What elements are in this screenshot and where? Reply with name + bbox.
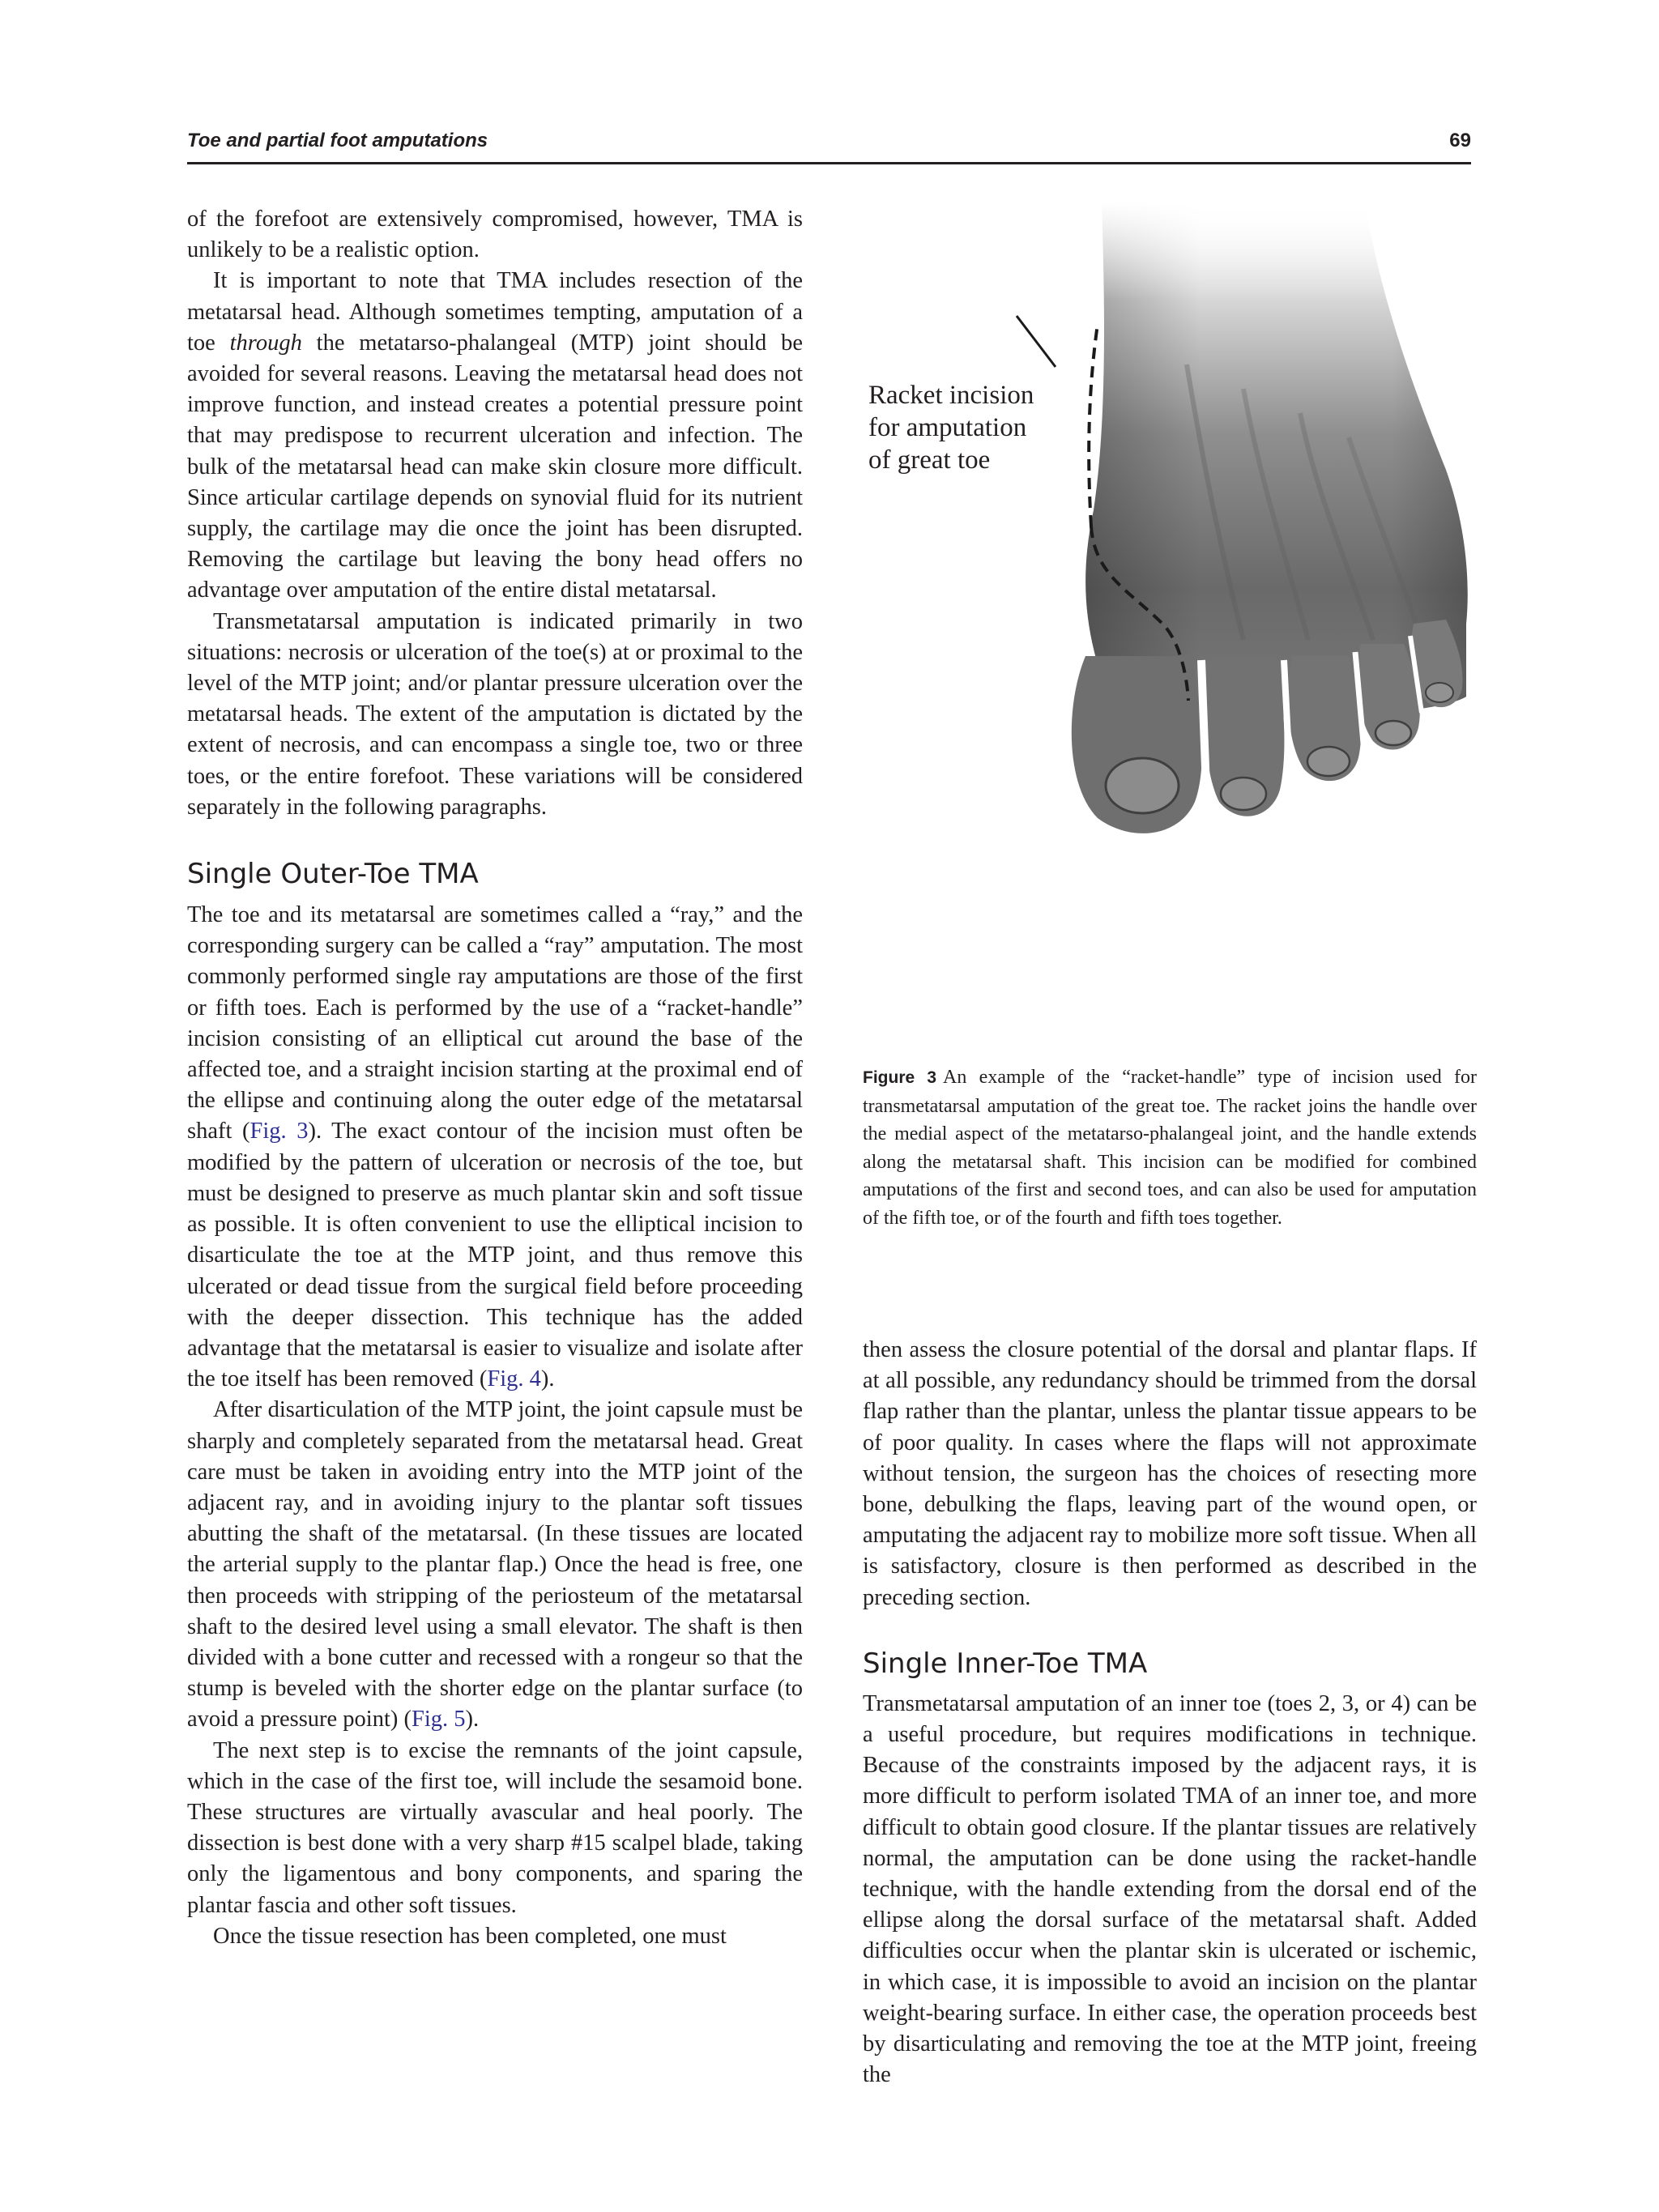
annotation-line: of great toe xyxy=(868,445,991,475)
great-toe-nail xyxy=(1106,758,1179,813)
paragraph: The next step is to excise the remnants of the joint capsule, which in the case of the first toe, will include the sesamoid bone. These structures are virtually avascular and heal poorly. The dissection is best done with a very sharp #15 scalpel blade, taking only the ligamentous and bony components, and sparing the plantar fascia and other soft tissues. xyxy=(187,1737,803,1918)
figure-caption xyxy=(863,1063,1477,1232)
foot-drawing xyxy=(863,202,1478,1061)
annotation-line: Racket incision xyxy=(868,381,1034,410)
caption-text: An example of the “racket-handle” type of incision used for transmetatarsal amputation of the great toe. The racket joins the handle over the medial aspect of the metatarso-phalangeal joint, and the handle extends along the metatarsal shaft. This incision can be modified for combined amputations of the first and second toes, and can also be used for amputation of the fifth toe, or of the fourth and fifth toes together. xyxy=(863,1067,1478,1229)
paragraph: Transmetatarsal amputation of an inner toe (toes 2, 3, or 4) can be a useful procedure, but requires modifications in technique. Because of the constraints imposed by the adjacent rays, it is more difficult to perform isolated TMA of an inner toe, and more difficult to obtain good closure. If the plantar tissues are relatively normal, the amputation can be done using the racket-handle technique, with the handle extending from the dorsal end of the ellipse along the dorsal surface of the metatarsal shaft. Added difficulties occur when the plantar skin is ulcerated or ischemic, in which case, it is impossible to avoid an incision on the plantar weight-bearing surface. In either case, the operation proceeds best by disarticulating and removing the toe at the MTP joint, freeing the xyxy=(863,1690,1477,2088)
figure-reference-link[interactable]: Fig. 5 xyxy=(412,1707,466,1733)
paragraph xyxy=(187,1395,803,1735)
text-run: ). The exact contour of the incision must often be modified by the pattern of ulceration or necrosis of the toe, but must be designed to preserve as much plantar skin and soft tissue as possible. It is often convenient to use the elliptical incision to disarticulate the toe at the MTP joint, and thus remove this ulcerated or dead tissue from the surgical field before proceeding with the deeper dissection. This technique has the added advantage that the metatarsal is easier to visualize and isolate after the toe itself has been removed ( xyxy=(187,1119,803,1392)
right-column xyxy=(863,1335,1477,2091)
text-run: After disarticulation of the MTP joint, the joint capsule must be sharply and completely separated from the metatarsal head. Great care must be taken in avoiding entry into the MTP joint of the adjacent ray, and in avoiding injury to the plantar soft tissues abutting the shaft of the metatarsal. (In these tissues are located the arterial supply to the plantar flap.) Once the head is free, one then proceeds with stripping of the periosteum of the metatarsal shaft to the desired level using a small elevator. The shaft is then divided with a bone cutter and recessed with a rongeur so that the stump is beveled with the shorter edge on the plantar surface (to avoid a pressure point) ( xyxy=(187,1397,803,1733)
text-run: The toe and its metatarsal are sometimes called a “ray,” and the corresponding surgery can be called a “ray” amputation. The most commonly performed single ray amputations are those of the first or fifth toes. Each is performed by the use of a “racket-handle” incision consisting of an elliptical cut around the base of the affected toe, and a straight incision starting at the proximal end of the ellipse and continuing along the outer edge of the metatarsal shaft ( xyxy=(187,902,803,1144)
figure-annotation xyxy=(868,379,1034,476)
paragraph: then assess the closure potential of the dorsal and plantar flaps. If at all possible, any redundancy should be trimmed from the dorsal flap rather than the plantar, unless the plantar tissue appears to be of poor quality. In cases where the flaps will not approximate without tension, the surgeon has the choices of resecting more bone, debulking the flaps, leaving part of the wound open, or amputating the adjacent ray to mobilize more soft tissue. When all is satisfactory, closure is then performed as described in the preceding section. xyxy=(863,1337,1477,1610)
text-run: the metatarso-phalangeal (MTP) joint should be avoided for several reasons. Leaving the metatarsal head does not improve function, and instead creates a potential pressure point that may predispose to recurrent ulceration and infection. The bulk of the metatarsal head can make skin closure more difficult. Since articular cartilage depends on synovial fluid for its nutrient supply, the cartilage may die once the joint has been disrupted. Removing the cartilage but leaving the bony head offers no advantage over amputation of the entire distal metatarsal. xyxy=(187,330,803,603)
figure-foot-illustration xyxy=(863,202,1478,1061)
figure-label: Figure 3 xyxy=(863,1068,937,1087)
section-heading: Single Outer-Toe TMA xyxy=(187,858,479,891)
text-run: It is important to note that TMA includes resection of the metatarsal head. Although sometimes tempting, amputation of a toe xyxy=(187,268,803,356)
figure-reference-link[interactable]: Fig. 3 xyxy=(249,1119,309,1144)
left-column xyxy=(187,204,803,1952)
running-title: Toe and partial foot amputations xyxy=(187,130,488,151)
text-run: ). xyxy=(540,1366,555,1392)
annotation-line: for amputation xyxy=(868,413,1027,442)
paragraph: Once the tissue resection has been completed, one must xyxy=(213,1923,727,1949)
text-run: ). xyxy=(465,1707,480,1733)
running-head xyxy=(187,128,1471,160)
annotation-pointer xyxy=(1017,316,1056,367)
paragraph: Transmetatarsal amputation is indicated primarily in two situations: necrosis or ulceration of the toe(s) at or proximal to the level of the MTP joint; and/or plantar pressure ulceration over the metatarsal heads. The extent of the amputation is dictated by the extent of necrosis, and can encompass a single toe, two or three toes, or the entire forefoot. These variations will be considered separately in the following paragraphs. xyxy=(187,608,803,820)
header-rule xyxy=(187,162,1471,164)
paragraph xyxy=(187,266,803,606)
page-number: 69 xyxy=(1449,130,1471,151)
paragraph xyxy=(187,900,803,1395)
paragraph: of the forefoot are extensively compromised, however, TMA is unlikely to be a realistic option. xyxy=(187,207,803,263)
figure-reference-link[interactable]: Fig. 4 xyxy=(487,1366,541,1392)
section-heading: Single Inner-Toe TMA xyxy=(863,1647,1148,1680)
italic-text: through xyxy=(229,330,302,356)
